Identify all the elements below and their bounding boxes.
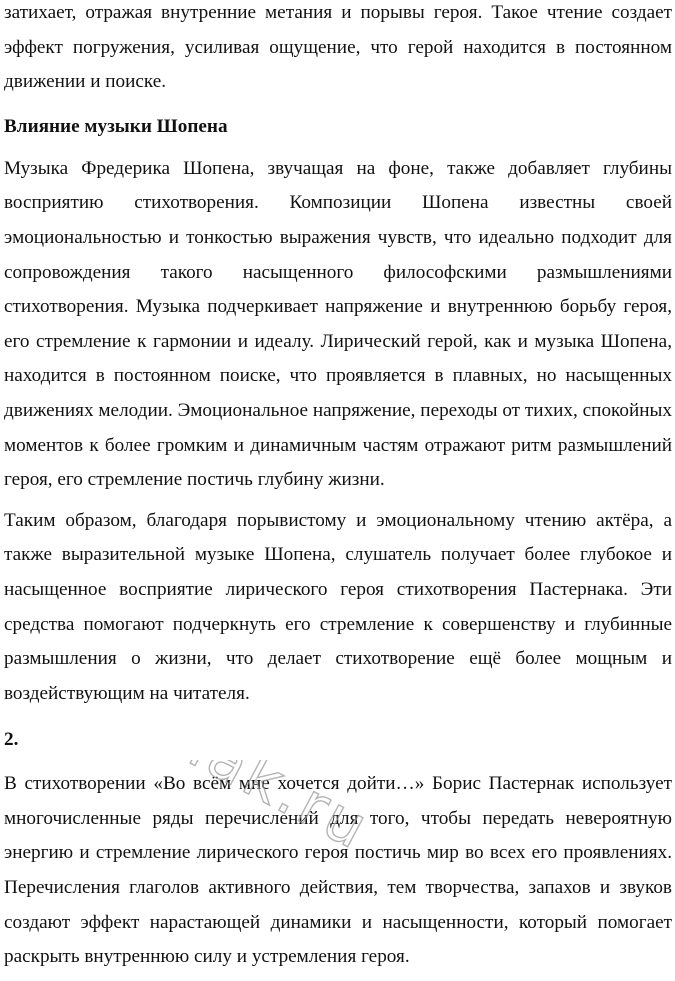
- paragraph-conclusion: Таким образом, благодаря порывистому и эмоциональному чтению актёра, а также выразительной музыке Шопена, слушатель получает более глубокое и насыщенное восприятие лирического героя стихотворения Пастернака. Эти средства помогают подчеркнуть его стремление к совершенству и глубинные размышления о жизни, что делает стихотворение ещё более мощным и воздействующим на читателя.: [4, 509, 672, 704]
- paragraph-enumerations: В стихотворении «Во всём мне хочется дойти…» Борис Пастернак использует многочисленные ряды перечислений для того, чтобы передать невероятную энергию и стремление лирического героя постичь мир во всех его проявлениях. Перечисления глаголов активного действия, тем творчества, запахов и звуков создают эффект нарастающей динамики и насыщенности, который помогает раскрыть внутреннюю силу и устремления героя.: [4, 773, 672, 968]
- paragraph-reading-effect: затихает, отражая внутренние метания и порывы героя. Такое чтение создает эффект погружения, усиливая ощущение, что герой находится в постоянном движении и поиске.: [4, 2, 672, 93]
- section-heading-chopin: Влияние музыки Шопена: [4, 115, 228, 137]
- document-page: [4, 0, 672, 981]
- paragraph-chopin-music: Музыка Фредерика Шопена, звучащая на фоне, также добавляет глубины восприятию стихотворения. Композиции Шопена известны своей эмоциональностью и тонкостью выражения чувств, что идеально подходит для сопровождения такого насыщенного философскими размышлениями стихотворения. Музыка подчеркивает напряжение и внутреннюю борьбу героя, его стремление к гармонии и идеалу. Лирический герой, как и музыка Шопена, находится в постоянном поиске, что проявляется в плавных, но насыщенных движениях мелодии. Эмоциональное напряжение, переходы от тихих, спокойных моментов к более громким и динамичным частям отражают ритм размышлений героя, его стремление постичь глубину жизни.: [4, 157, 672, 491]
- section-number-2: 2.: [4, 729, 19, 751]
